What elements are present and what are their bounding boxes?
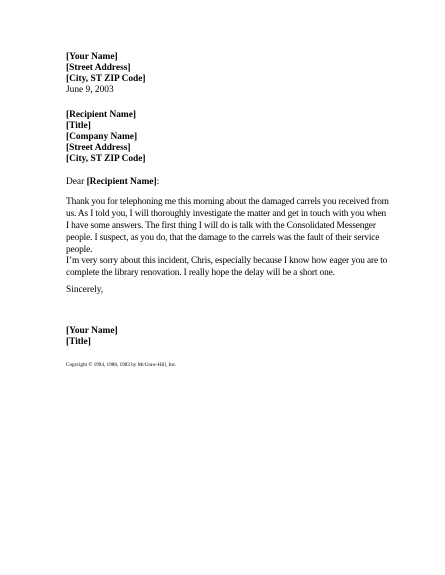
signature-name: [Your Name]: [66, 326, 118, 336]
recipient-title: [Title]: [66, 121, 91, 131]
paragraph-1-line: people. I suspect, as you do, that the damage to the carrels was the fault of their service: [66, 233, 380, 244]
date-block: [66, 85, 406, 96]
body-paragraph-1: [66, 196, 412, 256]
recipient-company: [Company Name]: [66, 132, 138, 142]
letter-date: June 9, 2003: [66, 85, 114, 95]
recipient-city: [City, ST ZIP Code]: [66, 154, 146, 164]
sender-city: [City, ST ZIP Code]: [66, 74, 146, 84]
salutation: [66, 177, 406, 188]
sender-street: [Street Address]: [66, 63, 131, 73]
signature-block: [66, 326, 406, 348]
salutation-name: [Recipient Name]: [86, 177, 157, 187]
paragraph-2-line: I’m very sorry about this incident, Chris, especially because I know how eager you are to: [66, 256, 388, 266]
recipient-street: [Street Address]: [66, 143, 131, 153]
sender-name: [Your Name]: [66, 52, 118, 62]
sender-address-block: [66, 52, 406, 85]
body-paragraph-2: [66, 255, 412, 279]
signature-title: [Title]: [66, 337, 91, 347]
closing-text: Sincerely,: [66, 285, 104, 295]
paragraph-1-line: Thank you for telephoning me this morning about the damaged carrels you received from: [66, 197, 389, 207]
closing: [66, 285, 406, 296]
salutation-prefix: Dear: [66, 177, 87, 187]
copyright-notice: Copyright © 1994, 1988, 1983 by McGraw-Hill, Inc.: [66, 362, 177, 368]
recipient-address-block: [66, 110, 406, 165]
paragraph-1-line: us. As I told you, I will thoroughly investigate the matter and get in touch with you when: [66, 209, 387, 220]
salutation-suffix: :: [156, 177, 160, 187]
paragraph-2-line: complete the library renovation. I really hope the delay will be a short one.: [66, 268, 335, 279]
recipient-name: [Recipient Name]: [66, 110, 137, 120]
paragraph-1-line: I have some answers. The first thing I will do is talk with the Consolidated Messenger: [66, 221, 376, 232]
paragraph-1-line: people.: [66, 245, 93, 256]
